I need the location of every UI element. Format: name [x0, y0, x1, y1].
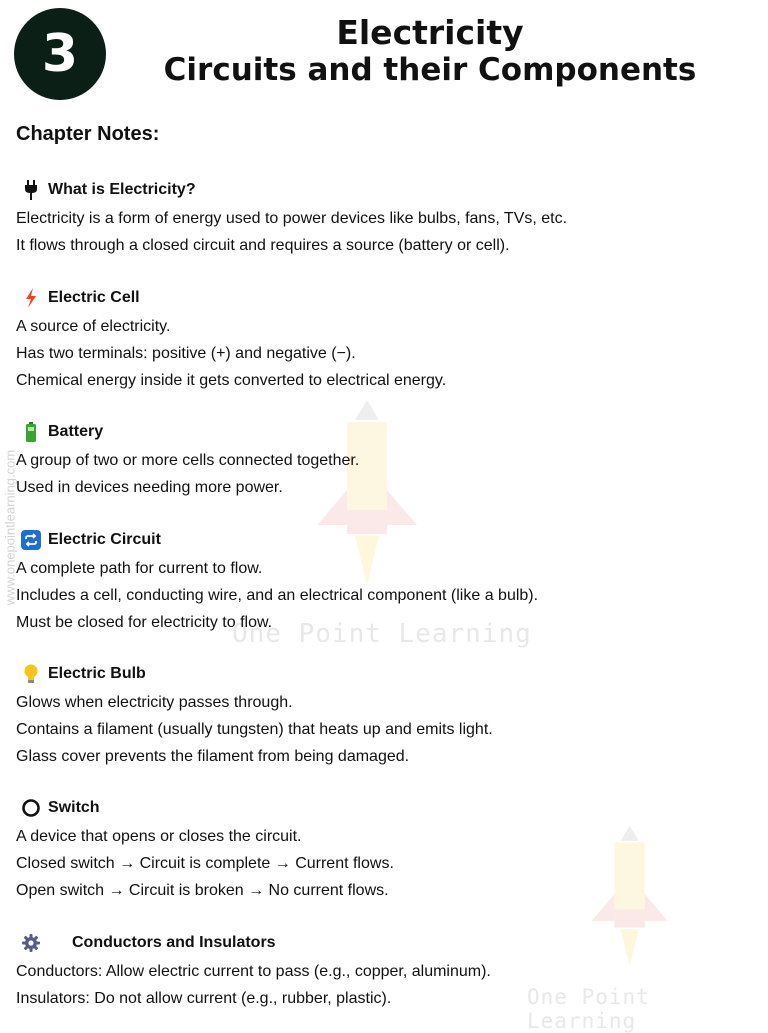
section-heading [16, 528, 538, 552]
section-line: Has two terminals: positive (+) and negative (−). [16, 345, 356, 362]
section-switch [16, 796, 394, 904]
section-line: Contains a filament (usually tungsten) that heats up and emits light. [16, 721, 493, 738]
chapter-number-badge [14, 8, 106, 100]
plug-icon [20, 179, 42, 201]
section-line: Used in devices needing more power. [16, 479, 283, 496]
section-line: Must be closed for electricity to flow. [16, 614, 273, 631]
battery-icon [20, 421, 42, 443]
section-electric-bulb [16, 662, 493, 770]
loop-icon [20, 529, 42, 551]
chapter-notes-heading: Chapter Notes: [16, 123, 160, 145]
section-line: Conductors: Allow electric current to pass (e.g., copper, aluminum). [16, 963, 491, 980]
section-heading [16, 662, 493, 686]
watermark-text: One Point Learning [232, 619, 532, 649]
section-heading [16, 286, 446, 310]
section-conductors-insulators [16, 931, 491, 1012]
section-heading-text: Electric Bulb [48, 665, 146, 682]
section-line: Glass cover prevents the filament from being damaged. [16, 748, 410, 765]
section-battery [16, 420, 359, 501]
gear-icon [20, 932, 42, 954]
section-line: A complete path for current to flow. [16, 560, 263, 577]
section-heading-text: Conductors and Insulators [72, 934, 276, 951]
title-line-2: Circuits and their Components [163, 52, 697, 88]
chapter-number: 3 [41, 24, 79, 84]
section-line: Insulators: Do not allow current (e.g., rubber, plastic). [16, 990, 392, 1007]
watermark-text: One Point Learning [527, 985, 650, 1033]
light-bulb-icon [20, 663, 42, 685]
section-heading [16, 931, 491, 955]
section-line: Includes a cell, conducting wire, and an electrical component (like a bulb). [16, 587, 539, 604]
section-line: Glows when electricity passes through. [16, 694, 293, 711]
section-heading [16, 796, 394, 820]
side-url: www.onepointlearning.com [2, 449, 18, 606]
title-line-1: Electricity [336, 13, 524, 52]
section-heading-text: Switch [48, 799, 100, 816]
section-heading-text: Electric Circuit [48, 531, 161, 548]
section-line: Closed switch → Circuit is complete → Current flows. [16, 855, 394, 872]
section-heading [16, 420, 359, 444]
section-heading [16, 178, 567, 202]
section-electric-circuit [16, 528, 538, 636]
section-electric-cell [16, 286, 446, 394]
section-line: A device that opens or closes the circuit. [16, 828, 302, 845]
section-line: Open switch → Circuit is broken → No current flows. [16, 882, 389, 899]
section-line: Chemical energy inside it gets converted to electrical energy. [16, 372, 447, 389]
section-line: A source of electricity. [16, 318, 171, 335]
section-line: It flows through a closed circuit and requires a source (battery or cell). [16, 237, 510, 254]
section-line: Electricity is a form of energy used to power devices like bulbs, fans, TVs, etc. [16, 210, 568, 227]
section-heading-text: Battery [48, 423, 104, 440]
section-heading-text: Electric Cell [48, 289, 140, 306]
circle-icon [20, 797, 42, 819]
section-line: A group of two or more cells connected together. [16, 452, 360, 469]
lightning-icon [20, 287, 42, 309]
section-heading-text: What is Electricity? [48, 181, 196, 198]
page-title [120, 14, 740, 88]
rocket-watermark-icon [590, 823, 670, 973]
section-what-is-electricity [16, 178, 567, 259]
